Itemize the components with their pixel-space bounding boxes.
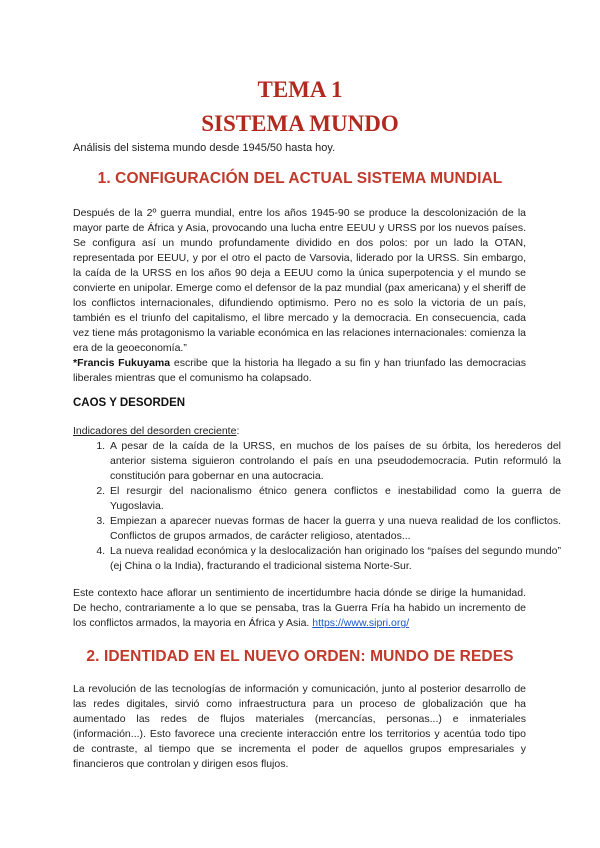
list-item: 3. Empiezan a aparecer nuevas formas de hacer la guerra y una nueva realidad de los conflictos. Conflictos de grupos armados, de carácter religioso, atentados... (108, 514, 561, 544)
section-1-paragraph: Después de la 2º guerra mundial, entre los años 1945-90 se produce la descolonización de la mayor parte de África y Asia, provocando una lucha entre EEUU y URSS por los nuevos países. Se configura así un mundo profundamente dividido en dos polos: por un lado la OTAN, representada por EEUU, y por el otro el pacto de Varsovia, liderado por la URSS. Sin embargo, la caída de la URSS en los años 90 deja a EEUU como la única superpotencia y el mundo se convierte en unipolar. Emerge como el defensor de la paz mundial (pax americana) y el sheriff de los conflictos internacionales, difundiendo optimismo. Pero no es solo la victoria de un país, también es el triunfo del capitalismo, el libre mercado y la democracia. En consecuencia, cada vez tiene más protagonismo la variable económica en las relaciones internacionales: comienza la era de la geoeconomía.” (73, 207, 526, 354)
subtitle: Análisis del sistema mundo desde 1945/50 hasta hoy. (73, 142, 336, 154)
section-2-heading: 2. IDENTIDAD EN EL NUEVO ORDEN: MUNDO DE REDES (86, 648, 514, 665)
context-paragraph: Este contexto hace aflorar un sentimiento de incertidumbre hacia dónde se dirige la humanidad. De hecho, contrariamente a lo que se pensaba, tras la Guerra Fría ha habido un incremento de los conflictos armados, la mayoria en África y Asia. (73, 587, 526, 629)
indicators-label: Indicadores del desorden creciente (73, 425, 237, 437)
quote-author: *Francis Fukuyama (73, 357, 171, 369)
list-item: 1. A pesar de la caída de la URSS, en muchos de los países de su órbita, los herederos del anterior sistema siguieron controlando el país en una pseudodemocracia. Putin reformuló la constitución para gobernar en una autocracia. (108, 439, 561, 484)
sipri-link[interactable]: https://www.sipri.org/ (312, 617, 410, 629)
list-item: 4. La nueva realidad económica y la deslocalización han originado los “países del segundo mundo” (ej China o la India), fracturando el tradicional sistema Norte-Sur. (108, 544, 561, 574)
quote-text: escribe que la historia ha llegado a su fin y han triunfado las democracias liberales mientras que el comunismo ha colapsado. (73, 357, 526, 384)
indicators-colon: : (236, 425, 240, 437)
section-2-paragraph: La revolución de las tecnologías de información y comunicación, junto al posterior desarrollo de las redes digitales, sirvió como infraestructura para un proceso de globalización que ha aumentado las redes de flujos materiales (mercancías, personas...) e inmateriales (información...). Esto favorece una creciente interacción entre los territorios y acentúa todo tipo de contraste, al tiempo que se incrementa el poder de aquellos grupos empresariales y financieros que controlan y dirigen esos flujos. (73, 683, 526, 770)
list-item: 2. El resurgir del nacionalismo étnico genera conflictos e inestabilidad como la guerra de Yugoslavia. (108, 484, 561, 514)
title-line-1: TEMA 1 (257, 77, 343, 102)
section-1-body (73, 206, 526, 386)
indicators-list (73, 439, 561, 574)
caos-heading: CAOS Y DESORDEN (73, 397, 186, 409)
title-line-2: SISTEMA MUNDO (201, 111, 399, 136)
indicators-label-line (73, 424, 526, 439)
context-paragraph-block (73, 586, 526, 631)
section-1-heading: 1. CONFIGURACIÓN DEL ACTUAL SISTEMA MUNDIAL (97, 170, 503, 187)
